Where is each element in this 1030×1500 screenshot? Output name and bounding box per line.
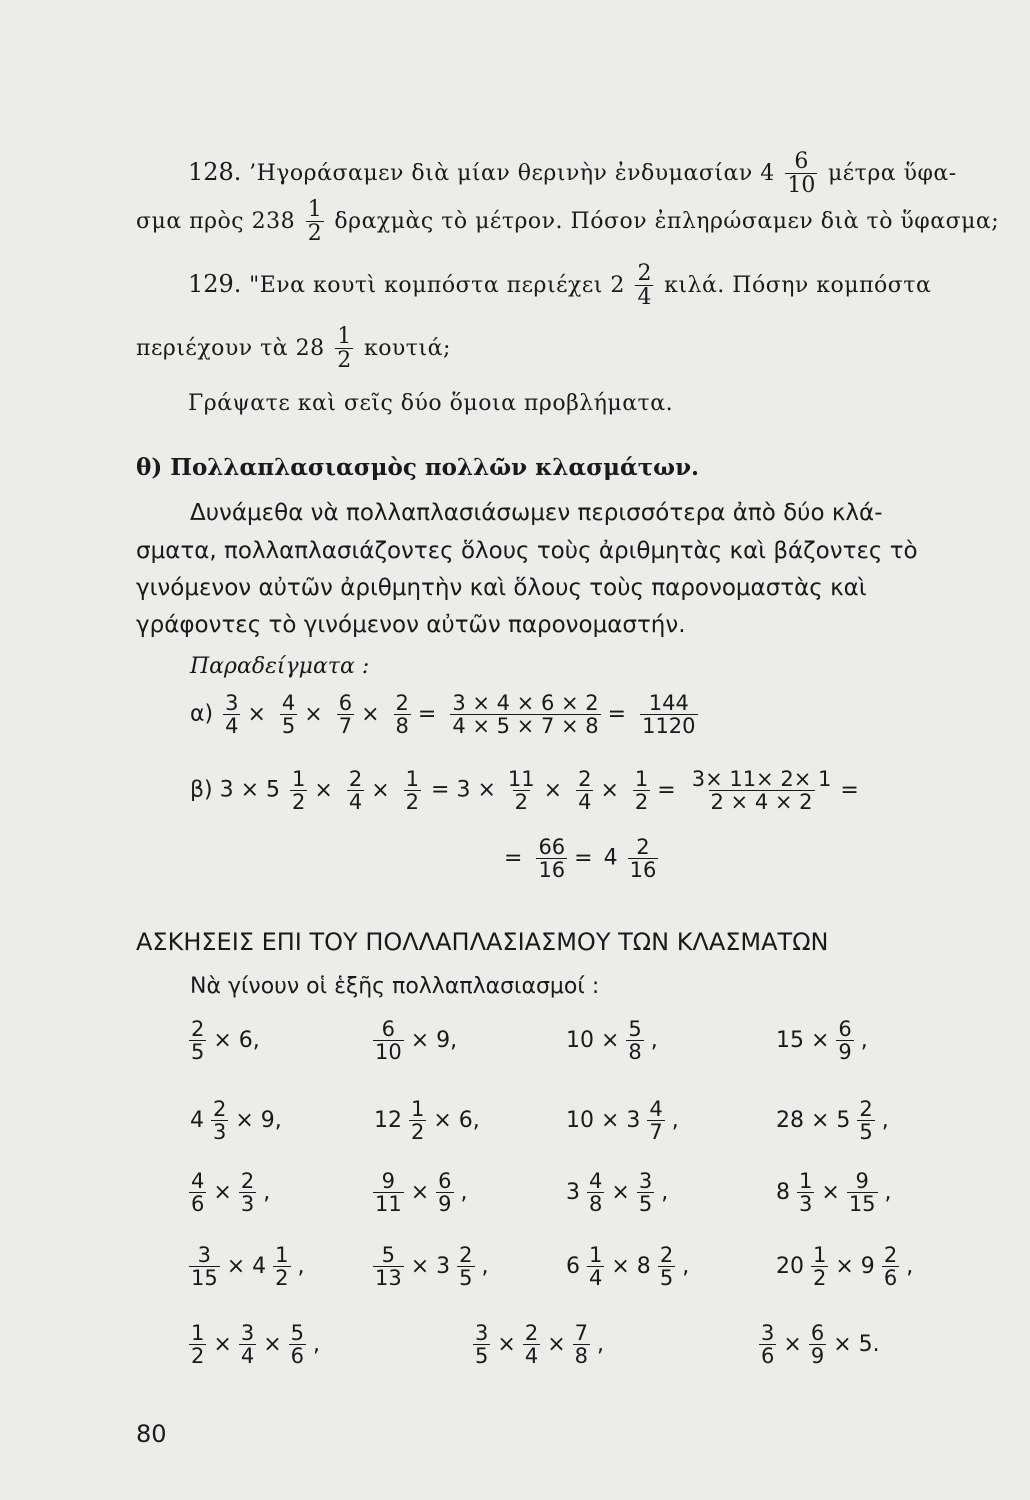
fraction xyxy=(626,1018,643,1063)
problem-129-line2 xyxy=(136,325,451,372)
denominator: 10 xyxy=(787,173,816,199)
denominator: 5 xyxy=(459,1266,473,1291)
numerator: 1 xyxy=(191,1321,205,1345)
numerator: 2 xyxy=(191,1017,205,1041)
denominator: 3 xyxy=(799,1192,813,1217)
numerator: 4 xyxy=(649,1097,663,1121)
fraction xyxy=(647,1098,664,1143)
numerator: 5 xyxy=(290,1321,304,1345)
example-a: α) $\frac{3}{4}$ × $\frac{4}{5}$ × $\frac{6}{7}$ × $\frac{2}{8}$ = $\frac{3 \times 4 \times 6 \times 2}{4 \times 5 \times 7 \times 8}$ = $\frac{144}{1120}$ xyxy=(190,691,696,739)
expression-text: × 3 xyxy=(410,1253,451,1279)
fraction xyxy=(473,1322,490,1367)
numerator: 1 xyxy=(813,1243,827,1267)
denominator: 15 xyxy=(191,1266,218,1291)
numerator: 6 xyxy=(381,1017,396,1041)
fraction xyxy=(394,692,411,737)
exercise-item xyxy=(370,1098,484,1143)
expression-text: 3 xyxy=(566,1179,580,1205)
fraction xyxy=(457,1244,474,1289)
expression-text: , xyxy=(661,1179,669,1205)
numerator: 2 xyxy=(859,1097,873,1121)
fraction xyxy=(436,1170,453,1215)
problem-128-line1 xyxy=(188,150,957,197)
expression-text: × xyxy=(783,1331,802,1357)
denominator: 5 xyxy=(191,1040,205,1065)
denominator: 2 × 4 × 2 xyxy=(710,790,813,815)
expression-text: × 5. xyxy=(833,1331,880,1357)
expression-text: , xyxy=(481,1253,489,1279)
example-label: α) xyxy=(190,701,214,727)
expression-text: × xyxy=(263,1331,282,1357)
fraction xyxy=(404,768,421,813)
denominator: 4 xyxy=(240,1344,255,1369)
fraction xyxy=(373,1018,404,1063)
numerator: 5 xyxy=(628,1017,642,1041)
exercise-item xyxy=(186,1170,274,1215)
exercise-item xyxy=(562,1018,662,1063)
numerator: 3 × 4 × 6 × 2 xyxy=(452,691,599,715)
denominator: 10 xyxy=(375,1040,402,1065)
problem-text: δραχμὰς τὸ μέτρον. Πόσον ἐπληρώσαμεν διὰ τὸ ὕφασμα; xyxy=(334,209,1000,235)
fraction xyxy=(280,692,297,737)
example-b: β) 3 × 5 $\frac{1}{2}$ × $\frac{2}{4}$ × $\frac{1}{2}$ = 3 × $\frac{11}{2}$ × $\frac{2}{4}$ × $\frac{1}{2}$ = $\frac{3\times 11\times 2\times 1}{2 \times 4 \times 2}$ = xyxy=(190,767,859,815)
exercise-item xyxy=(756,1322,884,1367)
numerator: 2 xyxy=(659,1243,674,1267)
fraction xyxy=(576,768,593,813)
problem-text: "Ενα κουτὶ κομπόστα περιέχει 2 xyxy=(249,273,625,299)
exercise-item xyxy=(186,1098,286,1143)
denominator: 13 xyxy=(375,1266,402,1291)
page-number: 80 xyxy=(136,1420,167,1448)
denominator: 5 xyxy=(859,1120,873,1145)
denominator: 5 xyxy=(475,1344,489,1369)
fraction xyxy=(857,1098,874,1143)
paragraph-line: γινόμενον αὐτῶν ἀριθμητὴν καὶ ὅλους τοὺς παρονομαστὰς καὶ xyxy=(136,575,867,601)
denominator: 2 xyxy=(514,790,528,815)
numerator: 2 xyxy=(240,1169,255,1193)
fraction xyxy=(637,1170,654,1215)
expression-text: 6 xyxy=(566,1253,580,1279)
expression-text: , xyxy=(597,1331,604,1357)
denominator: 11 xyxy=(375,1192,402,1217)
fraction xyxy=(628,836,659,881)
fraction xyxy=(373,1244,404,1289)
problem-text: κουτιά; xyxy=(363,336,451,362)
numerator: 1 xyxy=(589,1243,603,1267)
expression-text: 12 xyxy=(374,1107,402,1133)
numerator: 2 xyxy=(459,1243,473,1267)
denominator: 4 × 5 × 7 × 8 xyxy=(452,714,599,739)
fraction xyxy=(373,1170,404,1215)
expression-text: 10 × xyxy=(566,1027,620,1053)
denominator: 4 xyxy=(348,790,363,815)
exercise-item xyxy=(772,1170,896,1215)
denominator: 7 xyxy=(338,714,353,739)
fraction xyxy=(273,1244,290,1289)
examples-label: Παραδείγματα : xyxy=(190,654,370,679)
problem-text: μέτρα ὕφα- xyxy=(827,161,957,187)
paragraph-line: γράφοντες τὸ γινόμενον αὐτῶν παρονομαστήν. xyxy=(136,612,686,638)
denominator: 8 xyxy=(574,1344,588,1369)
denominator: 2 xyxy=(337,348,352,374)
numerator: 2 xyxy=(636,835,650,859)
fraction xyxy=(306,198,324,245)
fraction xyxy=(809,1322,826,1367)
fraction xyxy=(189,1322,206,1367)
denominator: 6 xyxy=(883,1266,898,1291)
expression-text: × xyxy=(821,1179,840,1205)
numerator: 1 xyxy=(307,197,322,222)
numerator: 2 xyxy=(883,1243,898,1267)
numerator: 3 xyxy=(475,1321,489,1345)
denominator: 4 xyxy=(578,790,592,815)
fraction xyxy=(450,692,600,737)
numerator: 6 xyxy=(794,149,809,174)
fraction xyxy=(239,1322,256,1367)
fraction xyxy=(797,1170,814,1215)
paragraph-line: σματα, πολλαπλασιάζοντες ὅλους τοὺς ἀριθμητὰς καὶ βάζοντες τὸ xyxy=(136,538,918,564)
exercise-item xyxy=(370,1170,472,1215)
fraction xyxy=(882,1244,899,1289)
denominator: 4 xyxy=(225,714,239,739)
numerator: 144 xyxy=(648,691,689,715)
exercises-heading: ΑΣΚΗΣΕΙΣ ΕΠΙ ΤΟΥ ΠΟΛΛΑΠΛΑΣΙΑΣΜΟΥ ΤΩΝ ΚΛΑΣΜΑΤΩΝ xyxy=(136,928,829,956)
denominator: 9 xyxy=(438,1192,452,1217)
exercise-item xyxy=(470,1322,608,1367)
numerator: 1 xyxy=(337,324,352,349)
fraction xyxy=(409,1098,426,1143)
paragraph-line: Δυνάμεθα νὰ πολλαπλασιάσωμεν περισσότερα ἀπὸ δύο κλά- xyxy=(190,500,883,526)
denominator: 8 xyxy=(589,1192,603,1217)
expression-text: × 6, xyxy=(433,1107,480,1133)
expression-text: × 9, xyxy=(235,1107,282,1133)
numerator: 3 xyxy=(197,1243,212,1267)
numerator: 3 xyxy=(240,1321,255,1345)
fraction xyxy=(573,1322,590,1367)
numerator: 1 xyxy=(634,767,649,791)
numerator: 3 xyxy=(225,691,239,715)
expression-text: × 8 xyxy=(611,1253,651,1279)
problem-text: σμα πρὸς 238 xyxy=(136,209,296,235)
fraction xyxy=(189,1244,220,1289)
expression-text: × xyxy=(611,1179,630,1205)
expression-text: × xyxy=(547,1331,566,1357)
problem-number: 129. xyxy=(188,270,242,299)
expression-text: × xyxy=(497,1331,516,1357)
numerator: 2 xyxy=(578,767,592,791)
numerator: 2 xyxy=(213,1097,227,1121)
fraction xyxy=(337,692,354,737)
exercise-item xyxy=(772,1244,917,1289)
expression-text: , xyxy=(682,1253,690,1279)
denominator: 3 xyxy=(213,1120,227,1145)
denominator: 9 xyxy=(838,1040,852,1065)
fraction xyxy=(189,1170,206,1215)
numerator: 1 xyxy=(275,1243,289,1267)
fraction xyxy=(811,1244,828,1289)
denominator: 2 xyxy=(813,1266,827,1291)
expression-text: 3 × 5 xyxy=(219,777,281,803)
expression-text: × 9, xyxy=(410,1027,458,1053)
denominator: 6 xyxy=(290,1344,304,1369)
fraction xyxy=(635,262,653,309)
expression-text: × 9 xyxy=(835,1253,875,1279)
fraction xyxy=(536,836,567,881)
denominator: 2 xyxy=(405,790,420,815)
denominator: 2 xyxy=(307,221,322,247)
denominator: 8 xyxy=(628,1040,642,1065)
denominator: 4 xyxy=(637,285,652,311)
problem-text: κιλά. Πόσην κομπόστα xyxy=(664,273,932,299)
expression-text: , xyxy=(460,1179,468,1205)
denominator: 4 xyxy=(524,1344,539,1369)
expression-text: , xyxy=(906,1253,914,1279)
denominator: 4 xyxy=(589,1266,603,1291)
expression-text: 4 xyxy=(190,1107,204,1133)
fraction xyxy=(587,1170,604,1215)
fraction xyxy=(690,768,834,813)
numerator: 2 xyxy=(395,691,409,715)
expression-text: , xyxy=(881,1107,889,1133)
denominator: 9 xyxy=(810,1344,825,1369)
denominator: 1120 xyxy=(642,714,696,739)
numerator: 3× 11× 2× 1 xyxy=(691,767,832,791)
expression-text: 20 xyxy=(776,1253,804,1279)
expression-text: × xyxy=(410,1179,430,1205)
problem-128-line2 xyxy=(136,198,999,245)
denominator: 3 xyxy=(240,1192,255,1217)
fraction xyxy=(633,768,650,813)
denominator: 5 xyxy=(659,1266,674,1291)
numerator: 1 xyxy=(292,767,306,791)
fraction xyxy=(211,1098,228,1143)
denominator: 7 xyxy=(649,1120,663,1145)
example-label: β) xyxy=(190,777,213,803)
denominator: 2 xyxy=(191,1344,205,1369)
expression-text: × 6, xyxy=(213,1027,260,1053)
problem-text: περιέχουν τὰ 28 xyxy=(136,336,325,362)
fraction xyxy=(759,1322,776,1367)
numerator: 6 xyxy=(810,1321,825,1345)
numerator: 4 xyxy=(589,1169,603,1193)
problem-text: ’Ηγοράσαμεν διὰ μίαν θερινὴν ἐνδυμασίαν 4 xyxy=(249,161,775,187)
fraction xyxy=(523,1322,540,1367)
fraction xyxy=(347,768,364,813)
numerator: 66 xyxy=(538,835,566,859)
expression-text: , xyxy=(884,1179,892,1205)
problem-number: 128. xyxy=(188,158,242,187)
expression-text: , xyxy=(650,1027,658,1053)
expression-text: × 4 xyxy=(226,1253,267,1279)
expression-text: = 3 × xyxy=(431,777,496,803)
denominator: 5 xyxy=(281,714,296,739)
numerator: 1 xyxy=(411,1097,425,1121)
exercise-item xyxy=(370,1018,461,1063)
numerator: 1 xyxy=(405,767,420,791)
denominator: 8 xyxy=(395,714,409,739)
denominator: 6 xyxy=(191,1192,205,1217)
exercise-item xyxy=(186,1018,264,1063)
denominator: 2 xyxy=(411,1120,425,1145)
fraction xyxy=(847,1170,878,1215)
expression-text: , xyxy=(860,1027,868,1053)
expression-text: 10 × 3 xyxy=(566,1107,641,1133)
exercise-item xyxy=(772,1098,893,1143)
numerator: 2 xyxy=(524,1321,539,1345)
numerator: 3 xyxy=(761,1321,775,1345)
expression-text: 28 × 5 xyxy=(776,1107,851,1133)
exercise-item xyxy=(186,1244,309,1289)
fraction xyxy=(658,1244,675,1289)
exercise-item xyxy=(370,1244,493,1289)
numerator: 4 xyxy=(281,691,296,715)
numerator: 4 xyxy=(191,1169,205,1193)
exercise-item xyxy=(562,1098,683,1143)
exercise-item xyxy=(562,1170,672,1215)
problem-129-line1 xyxy=(188,262,931,309)
whole-number: 4 xyxy=(603,845,618,871)
numerator: 3 xyxy=(638,1169,653,1193)
numerator: 11 xyxy=(507,767,535,791)
denominator: 5 xyxy=(638,1192,653,1217)
exercise-item xyxy=(186,1322,324,1367)
expression-text: 15 × xyxy=(776,1027,830,1053)
fraction xyxy=(239,1170,256,1215)
expression-text: × xyxy=(213,1179,232,1205)
denominator: 2 xyxy=(634,790,649,815)
numerator: 9 xyxy=(381,1169,396,1193)
denominator: 16 xyxy=(629,858,657,883)
exercises-instruction: Νὰ γίνουν οἱ ἑξῆς πολλαπλασιασμοί : xyxy=(190,974,600,999)
fraction xyxy=(785,150,817,197)
write-similar-text: Γράψατε καὶ σεῖς δύο ὅμοια προβλήματα. xyxy=(188,391,674,416)
numerator: 6 xyxy=(338,691,353,715)
section-heading: θ) Πολλαπλασιασμὸς πολλῶν κλασμάτων. xyxy=(136,454,700,481)
fraction xyxy=(587,1244,604,1289)
expression-text: , xyxy=(671,1107,679,1133)
fraction xyxy=(335,325,353,372)
fraction xyxy=(189,1018,206,1063)
numerator: 6 xyxy=(438,1169,452,1193)
expression-text: , xyxy=(313,1331,320,1357)
fraction xyxy=(640,692,697,737)
denominator: 6 xyxy=(761,1344,775,1369)
expression-text: × xyxy=(213,1331,232,1357)
numerator: 1 xyxy=(799,1169,813,1193)
numerator: 2 xyxy=(637,261,652,286)
expression-text: 8 xyxy=(776,1179,790,1205)
numerator: 6 xyxy=(838,1017,852,1041)
denominator: 2 xyxy=(275,1266,289,1291)
denominator: 2 xyxy=(292,790,306,815)
numerator: 5 xyxy=(381,1243,396,1267)
exercise-item xyxy=(772,1018,872,1063)
denominator: 15 xyxy=(848,1192,876,1217)
fraction xyxy=(506,768,537,813)
fraction xyxy=(289,1322,306,1367)
expression-text: , xyxy=(297,1253,305,1279)
example-b-result: = $\frac{66}{16}$ = 4 $\frac{2}{16}$ xyxy=(504,835,657,883)
exercise-item xyxy=(562,1244,693,1289)
numerator: 2 xyxy=(348,767,363,791)
fraction xyxy=(836,1018,853,1063)
fraction xyxy=(223,692,240,737)
denominator: 16 xyxy=(538,858,566,883)
numerator: 9 xyxy=(855,1169,869,1193)
expression-text: , xyxy=(263,1179,271,1205)
fraction xyxy=(290,768,307,813)
numerator: 7 xyxy=(574,1321,588,1345)
